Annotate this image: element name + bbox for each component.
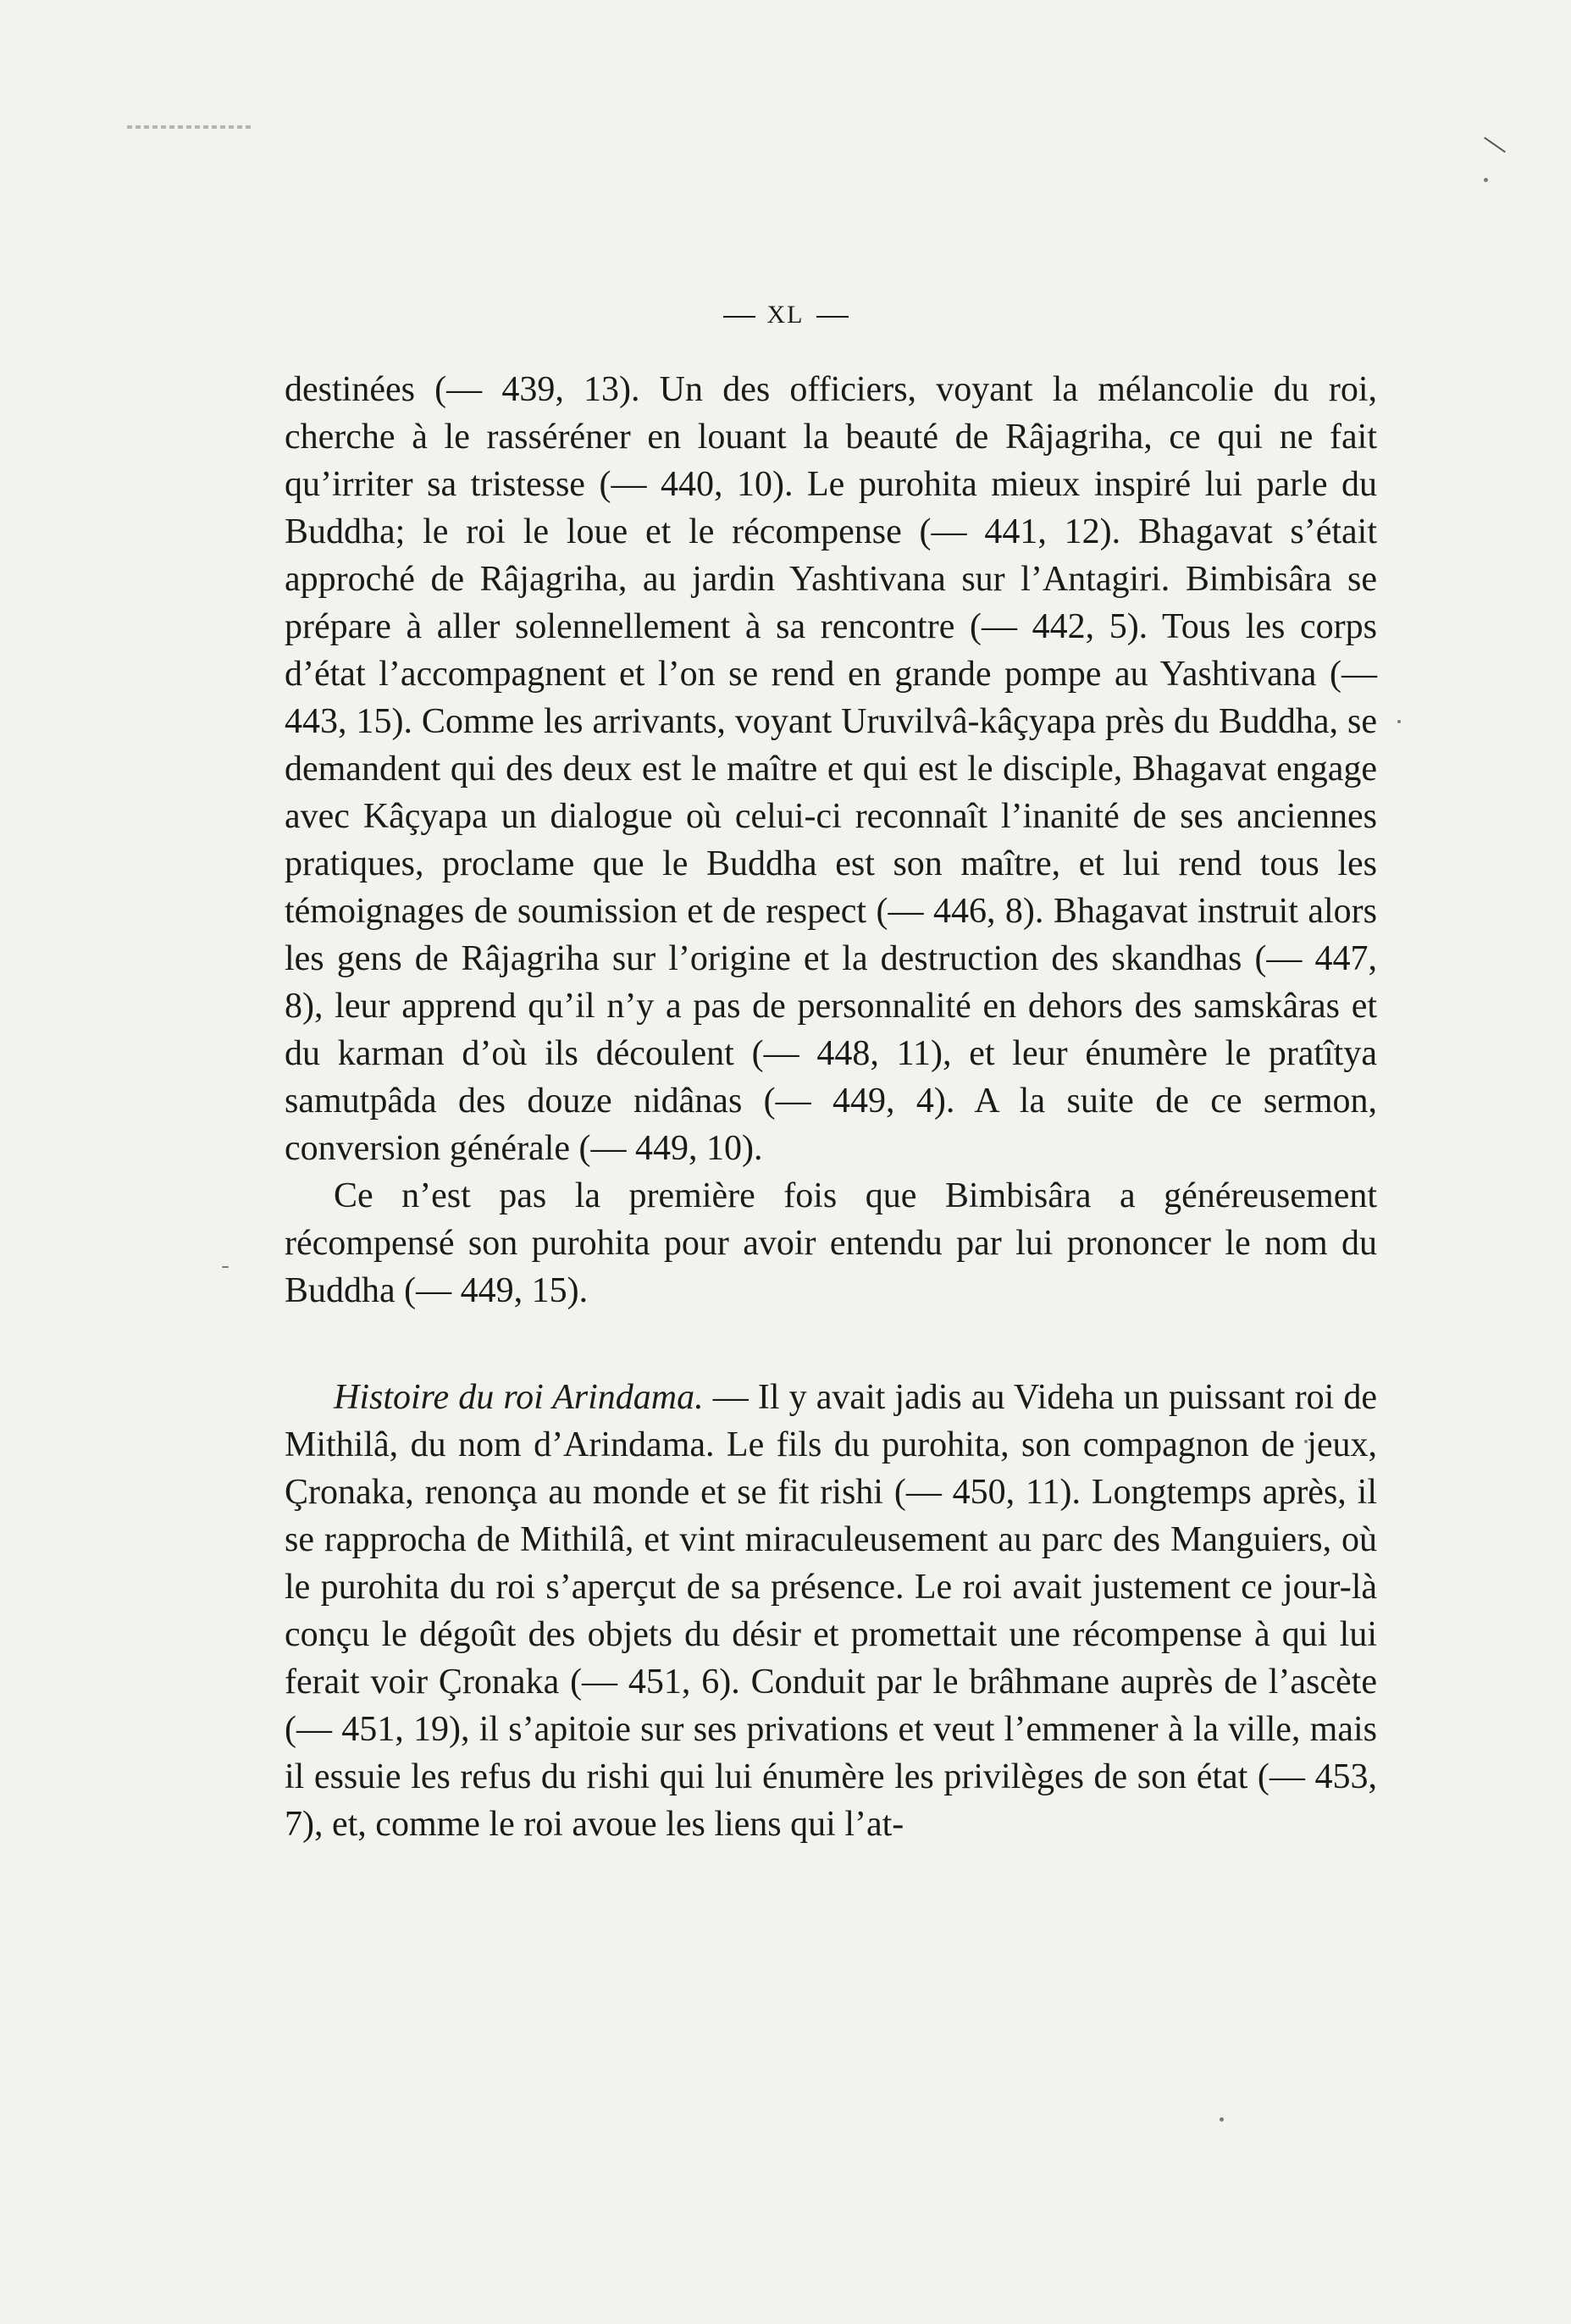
section-title: Histoire du roi Arindama. <box>334 1378 704 1417</box>
folio-numeral: XL <box>766 301 805 329</box>
paragraph-text: — Il y avait jadis au Videha un puissant roi de Mithilâ, du nom d’Arindama. Le fils du purohita, son compagnon de jeux, Çronaka, renonça au monde et se fit rishi (— 450, 11). Longtemps après, il se rapprocha de Mithilâ, et vint miraculeusement au parc des Manguiers, où le purohita du roi s’aperçut de sa présence. Le roi avait justement ce jour-là conçu le dégoût des objets du désir et promettait une récompense à qui lui ferait voir Çronaka (— 451, 6). Conduit par le brâhmane auprès de l’ascète (— 451, 19), il s’apitoie sur ses privations et veut l’emmener à la ville, mais il essuie les refus du rishi qui lui énumère les privilèges de son état (— 453, 7), et, comme le roi avoue les liens qui l’at- <box>285 1378 1377 1844</box>
body-text <box>285 366 1377 1848</box>
paragraph-text: Ce n’est pas la première fois que Bimbisâra a généreusement récompensé son purohita pour avoir entendu par lui prononcer le nom du Buddha (— 449, 15). <box>285 1176 1377 1310</box>
paragraph-text: destinées (— 439, 13). Un des officiers, voyant la mélancolie du roi, cherche à le rasséréner en louant la beauté de Râjagriha, ce qui ne fait qu’irriter sa tristesse (— 440, 10). Le purohita mieux inspiré lui parle du Buddha; le roi le loue et le récompense (— 441, 12). Bhagavat s’était approché de Râjagriha, au jardin Yashtivana sur l’Antagiri. Bimbisâra se prépare à aller solennellement à sa rencontre (— 442, 5). Tous les corps d’état l’accompagnent et l’on se rend en grande pompe au Yashtivana (— 443, 15). Comme les arrivants, voyant Uruvilvâ-kâçyapa près du Buddha, se demandent qui des deux est le maître et qui est le disciple, Bhagavat engage avec Kâçyapa un dialogue où celui-ci reconnaît l’inanité de ses anciennes pratiques, proclame que le Buddha est son maître, et lui rend tous les témoignages de soumission et de respect (— 446, 8). Bhagavat instruit alors les gens de Râjagriha sur l’origine et la destruction des skandhas (— 447, 8), leur apprend qu’il n’y a pas de personnalité en dehors des samskâras et du karman d’où ils découlent (— 448, 11), et leur énumère le pratîtya samutpâda des douze nidânas (— 449, 4). A la suite de ce sermon, conversion générale (— 449, 10). <box>285 370 1377 1168</box>
scan-speck <box>222 1266 229 1268</box>
page-number <box>0 301 1571 329</box>
folio-dash-right <box>816 316 849 318</box>
paragraph-purohita-reward <box>285 1172 1377 1314</box>
scan-speck <box>1220 2117 1224 2122</box>
paragraph-histoire-arindama <box>285 1374 1377 1848</box>
scan-speck <box>1397 720 1401 723</box>
paragraph-bhagavat-rajagriha <box>285 366 1377 1172</box>
folio-dash-left <box>723 316 755 318</box>
scan-artifact-stroke <box>1484 137 1506 153</box>
scan-artifact <box>127 125 254 129</box>
scan-speck <box>1484 178 1488 182</box>
